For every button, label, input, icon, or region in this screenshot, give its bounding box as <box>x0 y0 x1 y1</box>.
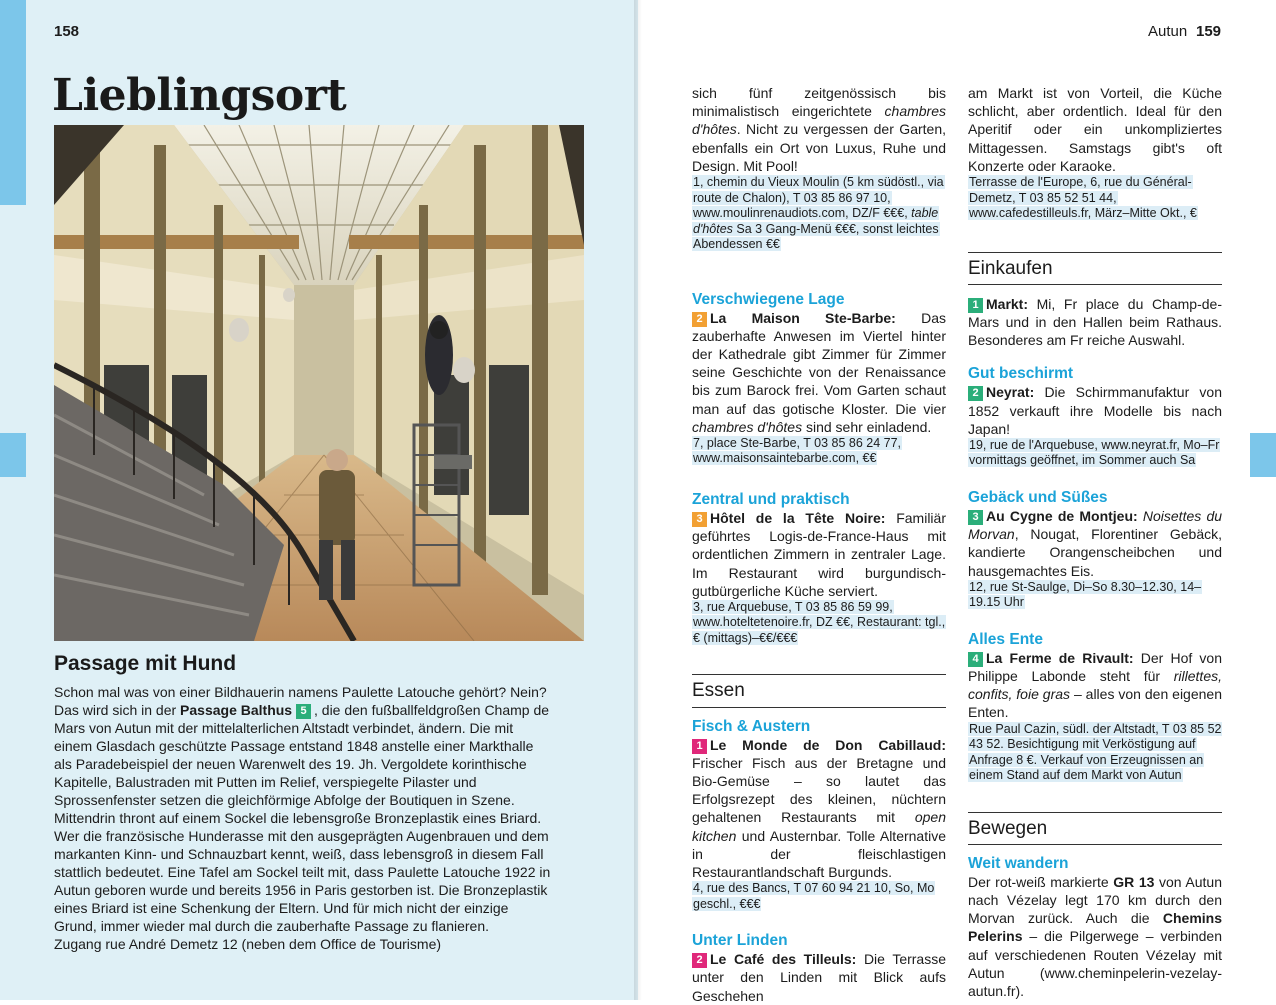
hotel-marker-icon: 2 <box>692 312 707 327</box>
restaurant-marker-icon: 1 <box>692 739 707 754</box>
subheading-alles-ente: Alles Ente <box>968 630 1043 648</box>
listing-address: 7, place Ste-Barbe, T 03 85 86 24 77, www.maisonsaintebarbe.com, €€ <box>693 435 902 466</box>
listing-address: 12, rue St-Saulge, Di–So 8.30–12.30, 14–19.15 Uhr <box>969 579 1202 610</box>
listing-address: Rue Paul Cazin, südl. der Altstadt, T 03 85 52 43 52. Besichtigung mit Verköstigung auf Anfrage 8 €. Verkauf von Erzeugnissen an einem Stand auf dem Markt von Autun <box>969 721 1222 783</box>
listing-ferme-rivault: 4 La Ferme de Rivault: Der Hof von Philippe Labonde steht für rillettes, confits, foie gras – alles von den eigenen Enten. <box>968 649 1223 721</box>
intro-paragraph: sich fünf zeitgenössisch bis minimalistisch eingerichtete chambres d'hôtes. Nicht zu vergessen der Garten, ebenfalls ein Ort von Luxus, Ruhe und Design. Mit Pool! <box>692 85 946 174</box>
highlight-place: Passage Balthus <box>180 702 293 718</box>
subheading-gut-beschirmt: Gut beschirmt <box>968 365 1074 383</box>
shop-marker-icon: 2 <box>968 386 983 401</box>
section-einkaufen: Einkaufen <box>968 252 1222 285</box>
shop-marker-icon: 5 <box>296 704 311 719</box>
subheading-fisch: Fisch & Austern <box>692 717 811 735</box>
page-number-left: 158 <box>54 23 80 40</box>
listing-neyrat: 2 Neyrat: Die Schirmmanufaktur von 1852 verkauft ihre Modelle bis nach Japan! <box>968 384 1222 437</box>
listing-wandern: Der rot-weiß markierte GR 13 von Autun nach Vézelay legt 170 km durch den Morvan zurück. Auch die Chemins Pelerins – die Pilgerwege – verbinden auf verschiedenen Routen Vézelay mit Autun (www.cheminpelerin-vezelay-autun.fr). <box>968 873 1222 999</box>
listing-cafe-tilleuls: 2 Le Café des Tilleuls: Die Terrasse unter den Linden mit Blick aufs Geschehen <box>692 951 947 1004</box>
listing-maison-ste-barbe: 2 La Maison Ste-Barbe: Das zauberhafte Anwesen im Viertel hinter der Kathedrale gibt Zimmer für Zimmer seine Geschichte von der Renaissance bis zum Barock frei. Vom Garten schaut man auf das gotische Kloster. Die vier chambres d'hôtes sind sehr einladend. <box>692 309 946 435</box>
subheading-unter-linden: Unter Linden <box>692 932 788 950</box>
page-title: Lieblingsort <box>52 70 347 121</box>
intro-address: Terrasse de l'Europe, 6, rue du Général-Demetz, T 03 85 52 51 44, www.cafedestilleuls.fr, März–Mitte Okt., € <box>969 175 1197 221</box>
article-address: Zugang rue André Demetz 12 (neben dem Office de Tourisme) <box>54 936 442 952</box>
passage-photo <box>54 125 584 641</box>
thumb-tab-top <box>0 0 26 205</box>
hotel-marker-icon: 3 <box>692 512 707 527</box>
article-body <box>54 683 554 953</box>
subheading-zentral: Zentral und praktisch <box>692 490 850 508</box>
listing-address: 19, rue de l'Arquebuse, www.neyrat.fr, Mo–Fr vormittags geöffnet, im Sommer auch Sa <box>969 437 1220 468</box>
book-gutter <box>634 0 642 1000</box>
shop-marker-icon: 1 <box>968 298 983 313</box>
listing-tete-noire: 3 Hôtel de la Tête Noire: Familiär geführtes Logis-de-France-Haus mit ordentlichen Zimmern in zentraler Lage. Im Restaurant wird burgundisch-gutbürgerliche Küche serviert. <box>692 509 946 599</box>
listing-address: 4, rue des Bancs, T 07 60 94 21 10, So, Mo geschl., €€€ <box>693 881 935 911</box>
thumb-tab-right <box>1250 433 1276 477</box>
section-heading: Passage mit Hund <box>54 652 237 675</box>
column-1 <box>692 84 946 1005</box>
shop-marker-icon: 4 <box>968 652 983 667</box>
listing-don-cabillaud: 1 Le Monde de Don Cabillaud: Frischer Fisch aus der Bretagne und Bio-Gemüse – so lautet das Erfolgsrezept des kleinen, nüchtern gehaltenen Restaurants mit open kitchen und Austernbar. Tolle Alternative in der fleischlastigen Restaurantlandschaft Burgunds. <box>692 736 946 881</box>
page-number-right: 159 <box>1196 23 1222 40</box>
restaurant-marker-icon: 2 <box>692 953 707 968</box>
thumb-tab-left <box>0 433 26 477</box>
subheading-weit-wandern: Weit wandern <box>968 854 1069 872</box>
running-head: Autun <box>1148 23 1188 40</box>
intro-paragraph: am Markt ist von Vorteil, die Küche schlicht, aber ordentlich. Ideal für den Aperitif oder ein unkompliziertes Mittagessen. Samstags gibt's oft Konzerte oder Karaoke. <box>968 85 1222 174</box>
listing-cygne-montjeu: 3 Au Cygne de Montjeu: Noisettes du Morvan, Nougat, Florentiner Gebäck, kandierte Orangenscheibchen und hausgemachtes Eis. <box>968 507 1223 579</box>
shop-marker-icon: 3 <box>968 510 983 525</box>
intro-address: 1, chemin du Vieux Moulin (5 km südöstl., via route de Chalon), T 03 85 86 97 10, www.moulinrenaudiots.com, DZ/F €€€, table d'hôtes Sa 3 Gang-Menü €€€, sonst leichtes Abendessen €€ <box>693 175 944 252</box>
section-bewegen: Bewegen <box>968 812 1222 845</box>
listing-markt: 1 Markt: Mi, Fr place du Champ-de-Mars und in den Hallen beim Rathaus. Besonderes am Fr reiche Auswahl. <box>968 295 1222 349</box>
column-2 <box>968 84 1222 1000</box>
subheading-verschwiegene-lage: Verschwiegene Lage <box>692 290 845 308</box>
listing-address: 3, rue Arquebuse, T 03 85 86 59 99, www.hoteltetenoire.fr, DZ €€, Restaurant: tgl., € (mittags)–€€/€€€ <box>693 599 946 645</box>
article-paragraph: Schon mal was von einer Bildhauerin namens Paulette Latouche gehört? Nein? Das wird sich in der Passage Balthus 5 , die den fußballfeldgroßen Champ de Mars von Autun mit der mittelalterlichen Altstadt verbindet, ändern. Die mit einem Glasdach geschützte Passage entstand 1848 anstelle einer Markthalle als Paradebeispiel der neuen Warenwelt des 19. Jh. Vergoldete korinthische Kapitelle, Balustraden mit Putten im Relief, verspiegelte Pilaster und Sprossenfenster setzen die gleichförmige Abfolge der Boutiquen in Szene. Mittendrin thront auf einem Sockel die lebensgroße Bronzeplastik eines Briard. Wer die französische Hunderasse mit den ausgeprägten Augenbrauen und dem markanten Kinn- und Schnauzbart kennt, weiß, dass lebensgroß in diesem Fall stattlich bedeutet. Eine Tafel am Sockel teilt mit, dass Paulette Latouche 1922 in Autun geboren wurde und bereits 1956 in Paris gestorben ist. Die Bronzeplastik eines Briard ist eine Schenkung der Eltern. Und für mich nicht der einzige Grund, immer wieder mal durch die zauberhafte Passage zu flanieren. <box>54 684 551 934</box>
section-essen: Essen <box>692 674 946 707</box>
subheading-gebaeck: Gebäck und Süßes <box>968 488 1108 506</box>
